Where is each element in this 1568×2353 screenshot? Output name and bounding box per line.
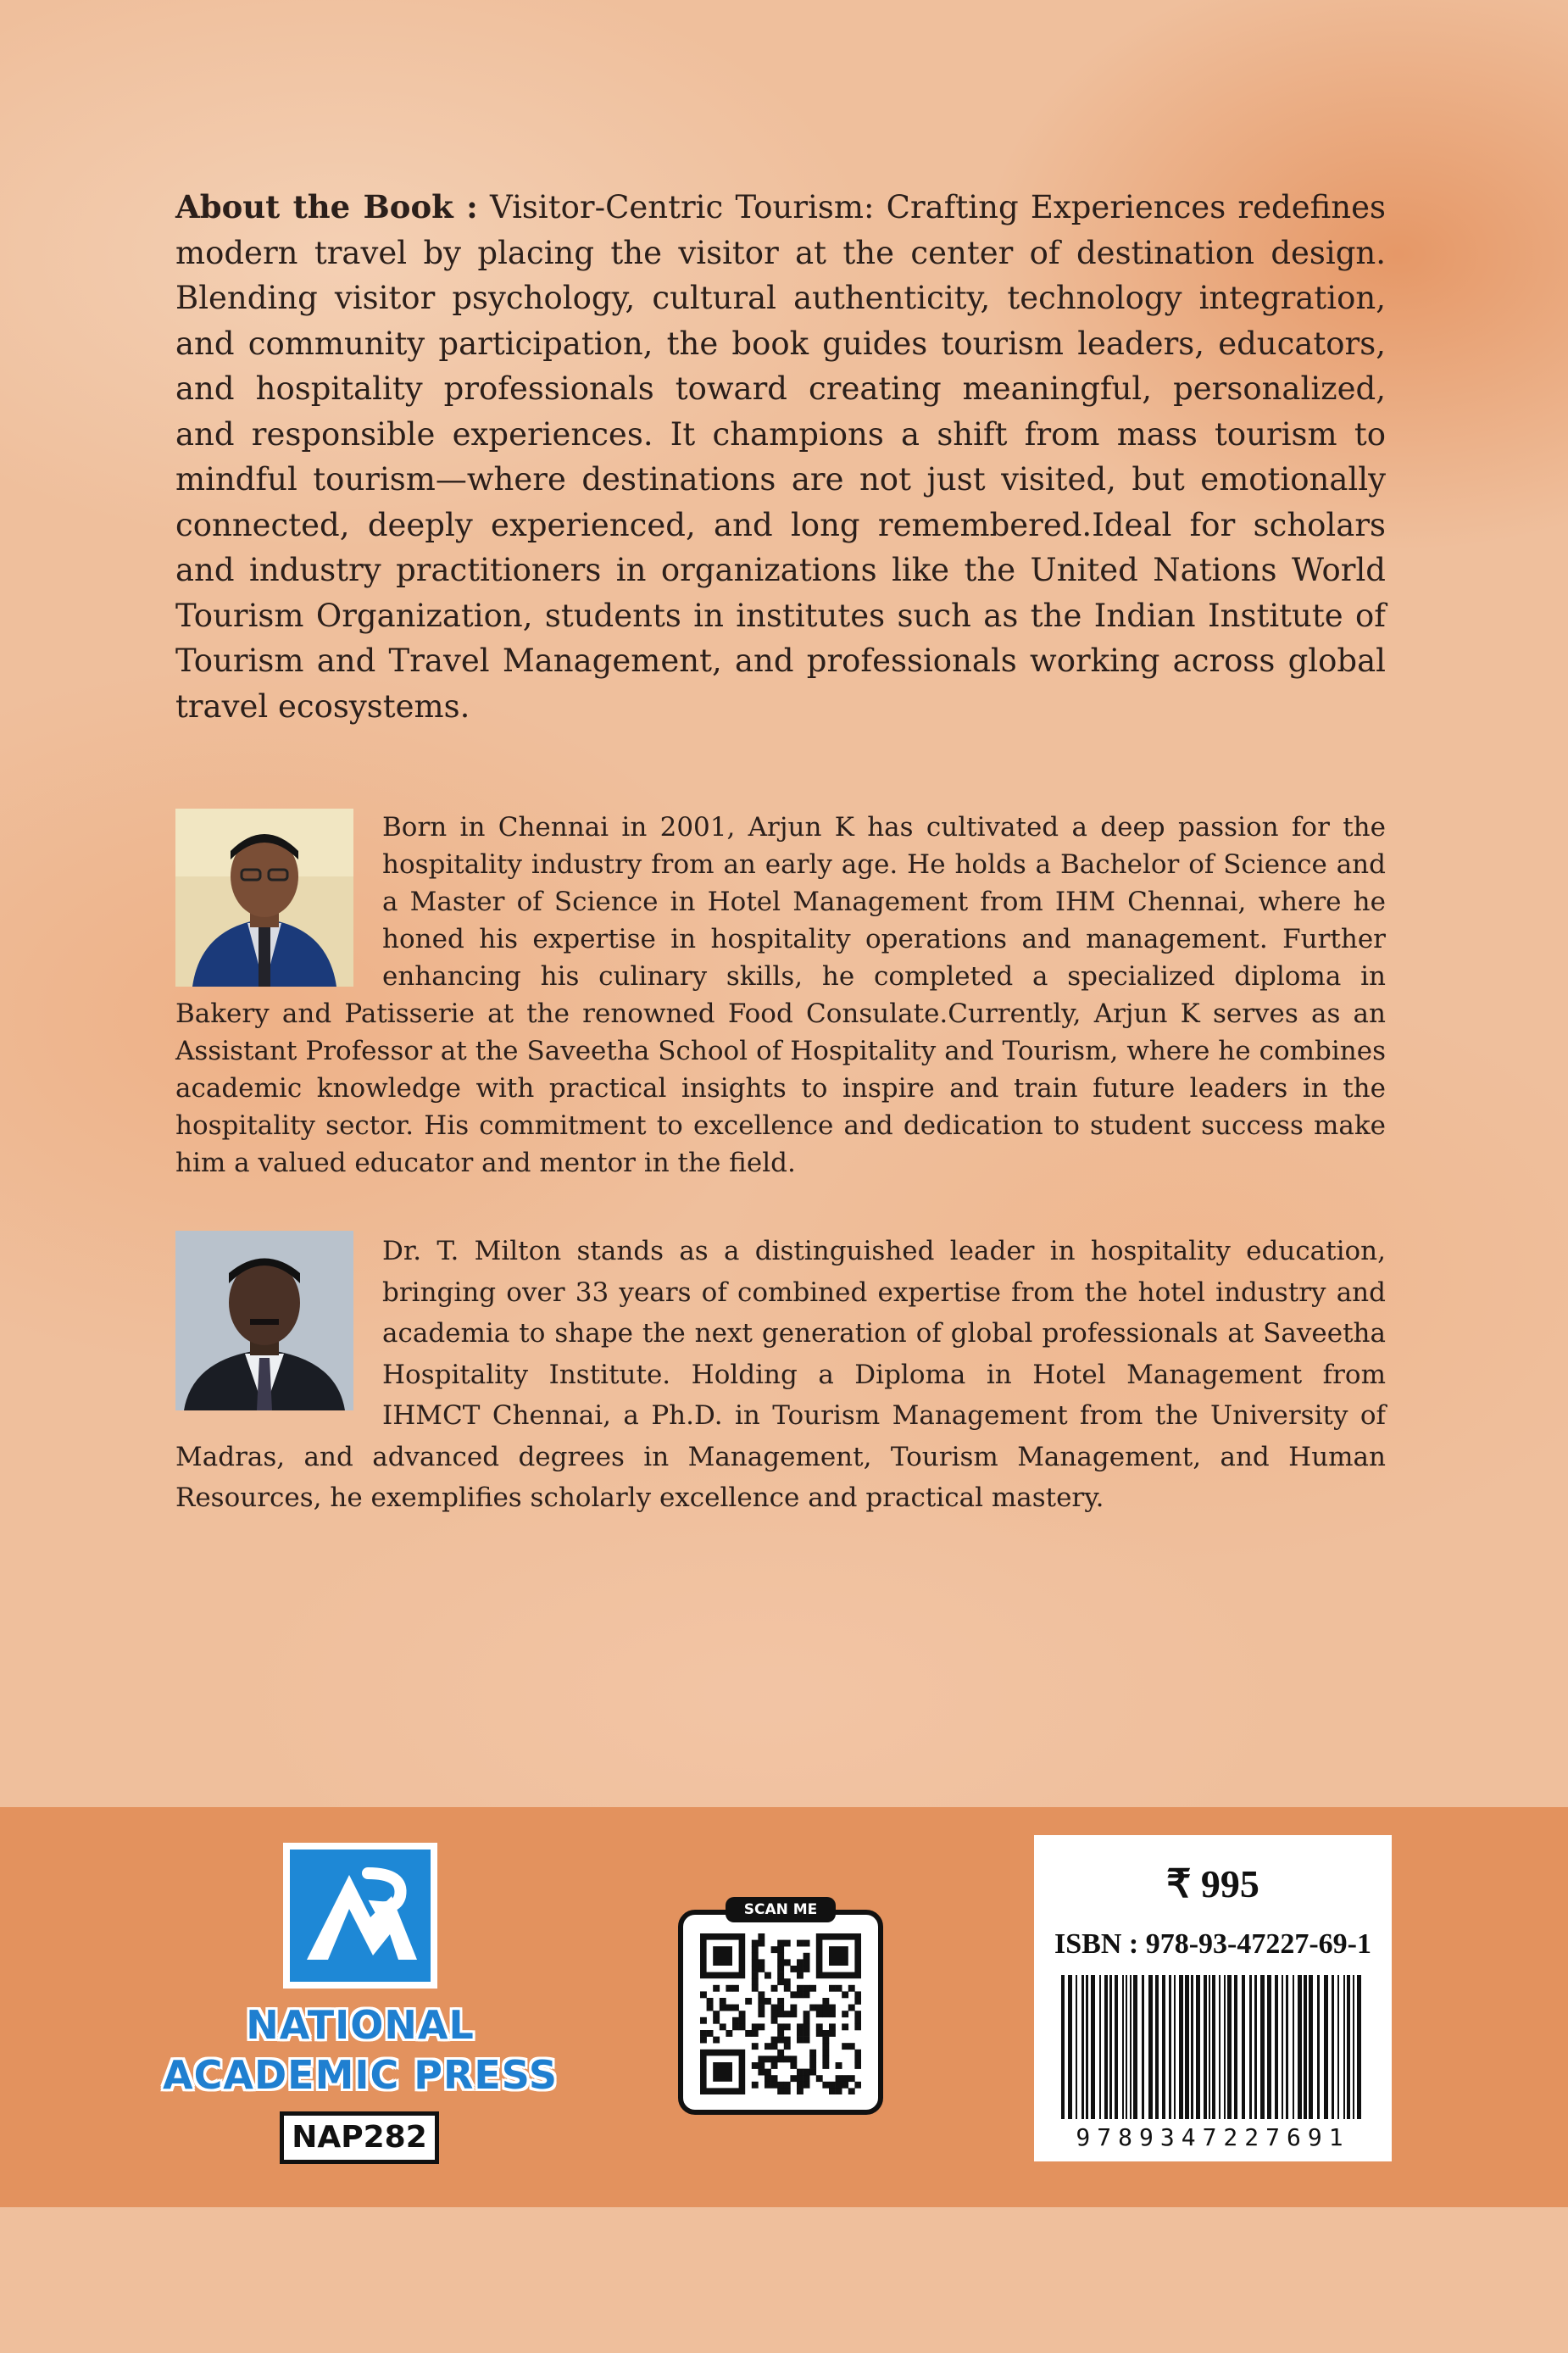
author-bio-milton xyxy=(175,1231,1386,1519)
author-photo-arjun xyxy=(175,809,353,987)
publisher-logo xyxy=(283,1843,437,1989)
qr-scan-label: SCAN ME xyxy=(726,1897,836,1922)
isbn: ISBN : 978-93-47227-69-1 xyxy=(1054,1928,1371,1960)
publisher-code: NAP282 xyxy=(280,2111,439,2164)
qr-code xyxy=(700,1933,861,2094)
about-text: Visitor-Centric Tourism: Crafting Experiences redefines modern travel by placing the visitor at the center of destination design. Blending visitor psychology, cultural authenticity, technology integration, and community participation, the book guides tourism leaders, educators, and hospitality professionals toward creating meaningful, personalized, and responsible experiences. It champions a shift from mass tourism to mindful tourism—where destinations are not just visited, but emotionally connected, deeply experienced, and long remembered.Ideal for scholars and industry practitioners in organizations like the United Nations World Tourism Organization, students in institutes such as the Indian Institute of Tourism and Travel Management, and professionals working across global travel ecosystems. xyxy=(175,189,1386,725)
author-bio-milton-text: Dr. T. Milton stands as a distinguished leader in hospitality education, bringing over 33 years of combined expertise from the hotel industry and academia to shape the next generation of global professionals at Saveetha Hospitality Institute. Holding a Diploma in Hotel Management from IHMCT Chennai, a Ph.D. in Tourism Management from the University of Madras, and advanced degrees in Management, Tourism Management, and Human Resources, he exemplifies scholarly excellence and practical mastery. xyxy=(175,1236,1386,1513)
author-bio-arjun-text: Born in Chennai in 2001, Arjun K has cultivated a deep passion for the hospitality industry from an early age. He holds a Bachelor of Science and a Master of Science in Hotel Management from IHM Chennai, where he honed his expertise in hospitality operations and management. Further enhancing his culinary skills, he completed a specialized diploma in Bakery and Patisserie at the renowned Food Consulate.Currently, Arjun K serves as an Assistant Professor at the Saveetha School of Hospitality and Tourism, where he combines academic knowledge with practical insights to inspire and train future leaders in the hospitality sector. His commitment to excellence and dedication to student success make him a valued educator and mentor in the field. xyxy=(175,812,1386,1178)
about-the-book xyxy=(175,185,1386,729)
author-bio-arjun xyxy=(175,809,1386,1182)
barcode xyxy=(1061,1975,1365,2123)
barcode-digits: 9789347227691 xyxy=(1076,2123,1350,2151)
author-photo-milton xyxy=(175,1231,353,1410)
about-heading: About the Book : xyxy=(175,188,478,225)
publisher-name-line1: NATIONAL xyxy=(246,2002,475,2048)
price-isbn-box xyxy=(1034,1835,1392,2161)
price: ₹ 995 xyxy=(1166,1862,1259,1905)
publisher-name-line2: ACADEMIC PRESS xyxy=(163,2052,558,2098)
